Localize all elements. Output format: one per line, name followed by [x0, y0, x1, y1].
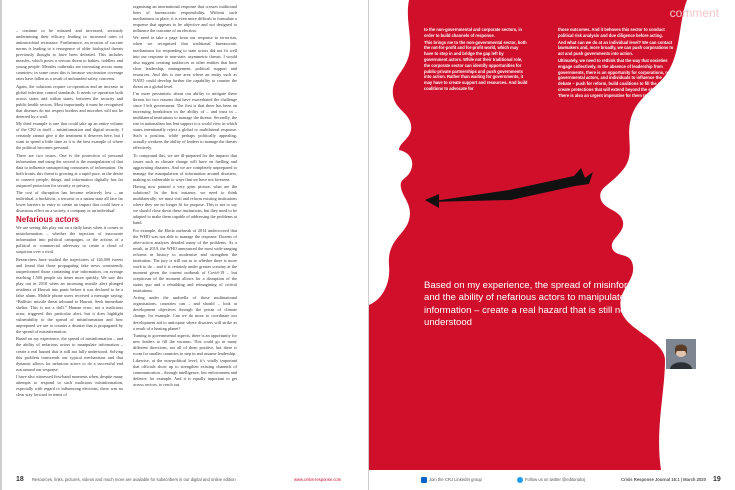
paragraph: We are seeing this play out on a daily basis when it comes to misinformation – whether the injection of inaccurate information into political campaigns, or the actions of a political or commercial adversary to create a cloud of suspicion over a rival.: [16, 225, 123, 255]
paragraph: Researchers have studied the trajectories of 126,000 tweets and found that those propagating fake news consistently outperformed those containing true information, on average reaching 1,500 people six times more quickly. We saw this play out in 2018 when an incoming missile alert plunged residents of Hawaii into panic before it was declared to be a false alarm. Mobile phone users received a message saying: “Ballistic missile threat inbound to Hawaii. Seek immediate shelter. This is not a drill.” Human error, not a malicious actor, triggered this particular alert, but it does highlight vulnerability to the spread of misinformation and how unprepared we are to counter a disaster that is propagated by the spread of misinformation.: [16, 256, 123, 335]
paragraph: To compound this, we are ill-prepared for the impacts that issues such as climate change will have on fuelling and aggravating disasters. And we are completely unprepared to manage the manipulation of information around disasters, making us vulnerable to ways that we have not foreseen.: [133, 152, 237, 182]
paragraph: And what can we do at an individual level? We can contact lawmakers and, more broadly, we can push corporations to act and push governments into action.: [558, 39, 674, 57]
paragraph: Likewise, at the non-political level, it’s vitally important that officials show up to strengthen existing channels of communication – through intelligence, law enforcement and defence, for example. And it is equally important to get across sectors, to reach out: [133, 358, 237, 388]
paragraph: organising an international response that crosses traditional lines of bureaucratic responsibility. Without such mechanisms in place, it is even more difficult to formulate a response that appears to be objective and not designed to influence the outcome of an election.: [133, 4, 237, 34]
page-number-left: 18: [16, 476, 24, 483]
linkedin-link[interactable]: [421, 477, 482, 483]
author-heading: Author: [666, 330, 686, 336]
right-column-b: [558, 27, 676, 177]
paragraph: My third example is one that could take up an entire volume of the CRJ in itself – misinformation and digital security. I certainly cannot give it the treatment it deserves here, but I want to spend a little time as it is the best example of where the political becomes personal.: [16, 121, 123, 151]
linkedin-icon: [421, 477, 427, 483]
right-column-a: [424, 27, 528, 147]
paragraph: – continue to be misused and increased, seriously undermining their efficacy leading to increased rates of antimicrobial resistance. Furthermore, an erosion of vaccine norms is leading to a resurgence of older biological threats previously thought to have been defeated. This includes measles, which poses a serious threat to babies, toddlers and young people. Measles outbreaks are increasing across many countries; in some cases this is because vaccination coverage rates have fallen as a result of unfounded safety concerns.: [16, 28, 123, 82]
right-footer: [369, 470, 735, 490]
journal-info: Crisis Response Journal 15:1 | March 2020: [621, 477, 706, 482]
paragraph: For example, the Ebola outbreak of 2014 underscored that the WHO was not able to manage the response. Dozens of after-action analyses detailed many of the problems. As a result, in 2019, the WHO announced the most wide-ranging reforms in history to modernise and strengthen the institution. The jury is still out as to whether there is more work to do – and it is certainly under greater scrutiny at the moment given the current outbreak of Covid-19 – but scepticism of the moment allows for a disruption of the status quo and a rebuilding and reimagining of critical institutions.: [133, 227, 237, 294]
left-column-2: [133, 4, 237, 460]
author-box: [666, 330, 728, 468]
paragraph: Again, the solutions require co-operation and an increase in global infection control standards. It needs co-operation both across states and within states, between the security and public health sectors. Most importantly it must be recognised that diseases do not respect borders and microbes will not be deterred by a wall.: [16, 83, 123, 119]
paragraph: those outcomes. And it behoves this sector to conduct political risk analysis and due diligence before acting.: [558, 27, 665, 38]
image-credit: Sofia Moraquiz | iStock: [377, 222, 381, 258]
author-photo: [666, 339, 696, 369]
twitter-icon: [517, 477, 523, 483]
paragraph: Having now painted a very grim picture, what are the solutions? In the first instance, we need to think multilaterally: we must visit and reform existing institutions where they are no longer fit for purpose. This is not to say we should close down these institutions, but they need to be adapted to make them capable of addressing the problems at hand.: [133, 184, 237, 226]
paragraph: We need to take a page from our response to terrorism, when we recognised that traditional bureaucratic mechanisms for responding to state actors did not fit well into our response to non-state, asymmetric threats. I would also suggest creating taskforces or other entities that have clear leadership, management, political support and resources. And this is one area where an entity such as NATO could develop further the capability to counter the threat on a global level.: [133, 35, 237, 89]
paragraph: This brings me to the non-governmental sector, both the not-for-profit and for-profit world, which may have to step in and bridge the gap left by government actors. While not their traditional role, the corporate sector can identify opportunities for public-private partnerships and push governments into action. Rather than waiting for governments, it may have to create support and resources. And build coalitions to advocate for: [424, 39, 528, 91]
paragraph: to the non-governmental and corporate sectors, in order to build channels of response.: [424, 27, 523, 38]
paragraph: Acting under the umbrella of those multinational organisations, countries can – and should – look at development objectives through the prism of climate change, for example. Can we do more to coordinate our development aid to anticipate where disasters will strike as a result of a heating planet?: [133, 295, 237, 331]
pull-quote: Based on my experience, the spread of misinformation – and the ability of nefarious actors to manipulate information – create a real hazard that is still not fully understood: [424, 280, 664, 329]
paragraph: Turning to governmental aspects, there is an opportunity for new leaders to fill the vacuum. This could go in many different directions, not all of them positive, but there is room for smaller countries to step in and assume leadership.: [133, 332, 237, 356]
paragraph: There are two issues. One is the protection of personal information and using the second is the manipulation of that data to influence unsuspecting consumers of information. On both fronts, this threat is growing at a rapid pace, as the desire to connect people, things, and information digitally has far outpaced protection for security or privacy.: [16, 152, 123, 188]
author-website[interactable]: www.schillingspartners.com: [666, 430, 713, 435]
author-bio: AMY POPE is a Partner at Schillings. A seasoned courtroom lawyer, she is a skilled technician and strategist. Pope was US Deputy Homeland Security Adviser to President Barack Obama, where she led personnel in high profile challenges such as managing cyber attacks, terrorist threats, natural hazards, violent extremism, border security threats and disease outbreaks. She is a Member of CRJ’s Advisory Panel: [666, 339, 728, 428]
linkedin-label: Join the CRJ LinkedIn group: [429, 477, 482, 483]
twitter-label: Follow us on twitter @editorialcrj: [525, 477, 586, 483]
paragraph: Ultimately, we need to rethink that the way that societies engage collectively. In the absence of leadership from governments, there is an opportunity for corporations, non-governmental actors, and individuals to influence the debate – push for reform, build coalitions to fill the gap, and create protections that will extend beyond the short-term. There is also an urgent imperative for them to do so.: [558, 57, 675, 98]
footer-resources-text: Resources, links, pictures, videos and much more are available for subscribers in our digital and online edition: [32, 477, 236, 482]
paragraph: I’m more pessimistic about our ability to mitigate these threats for two reasons that have exacerbated the challenge since I left government. The first is that there has been an increasing breakdown in the ability of – and trust in – multilateral institutions to manage the threats. Secondly, the rise in nationalism has lent support to a world view in which states intentionally reject a global or multilateral response. Such a position, while perhaps politically appealing, actually weakens the ability of leaders to manage the threats effectively.: [133, 91, 237, 151]
paragraph: Based on my experience, the spread of misinformation – and the ability of nefarious actors to manipulate information – create a real hazard that is still not fully understood. Solving this problem transcends our typical mechanisms and that dynamic allows for nefarious actors to do a successful end run around our response.: [16, 336, 123, 372]
paragraph: I have also witnessed first-hand moments when, despite many attempts to respond to such malicious misinformation, especially with regard to influencing elections, there was no clear way forward in terms of: [16, 373, 123, 398]
section-label: comment: [669, 6, 719, 20]
right-page: [369, 0, 735, 490]
paragraph: The cost of disruption has become relatively low – an individual, a hacktivist, a terrorist or a nation state all face far lower barriers to entry to create an impact that could have a disastrous effect on a society, a company or an individual.: [16, 189, 123, 214]
page-number-right: 19: [713, 476, 721, 483]
left-column-1: [16, 28, 123, 460]
footer-website-link[interactable]: www.crisis-response.com: [294, 477, 342, 482]
section-heading: Nefarious actors: [16, 215, 80, 225]
left-footer: [2, 470, 368, 490]
twitter-link[interactable]: [517, 477, 585, 483]
author-portrait-icon: [666, 339, 696, 369]
left-page: [2, 0, 368, 490]
